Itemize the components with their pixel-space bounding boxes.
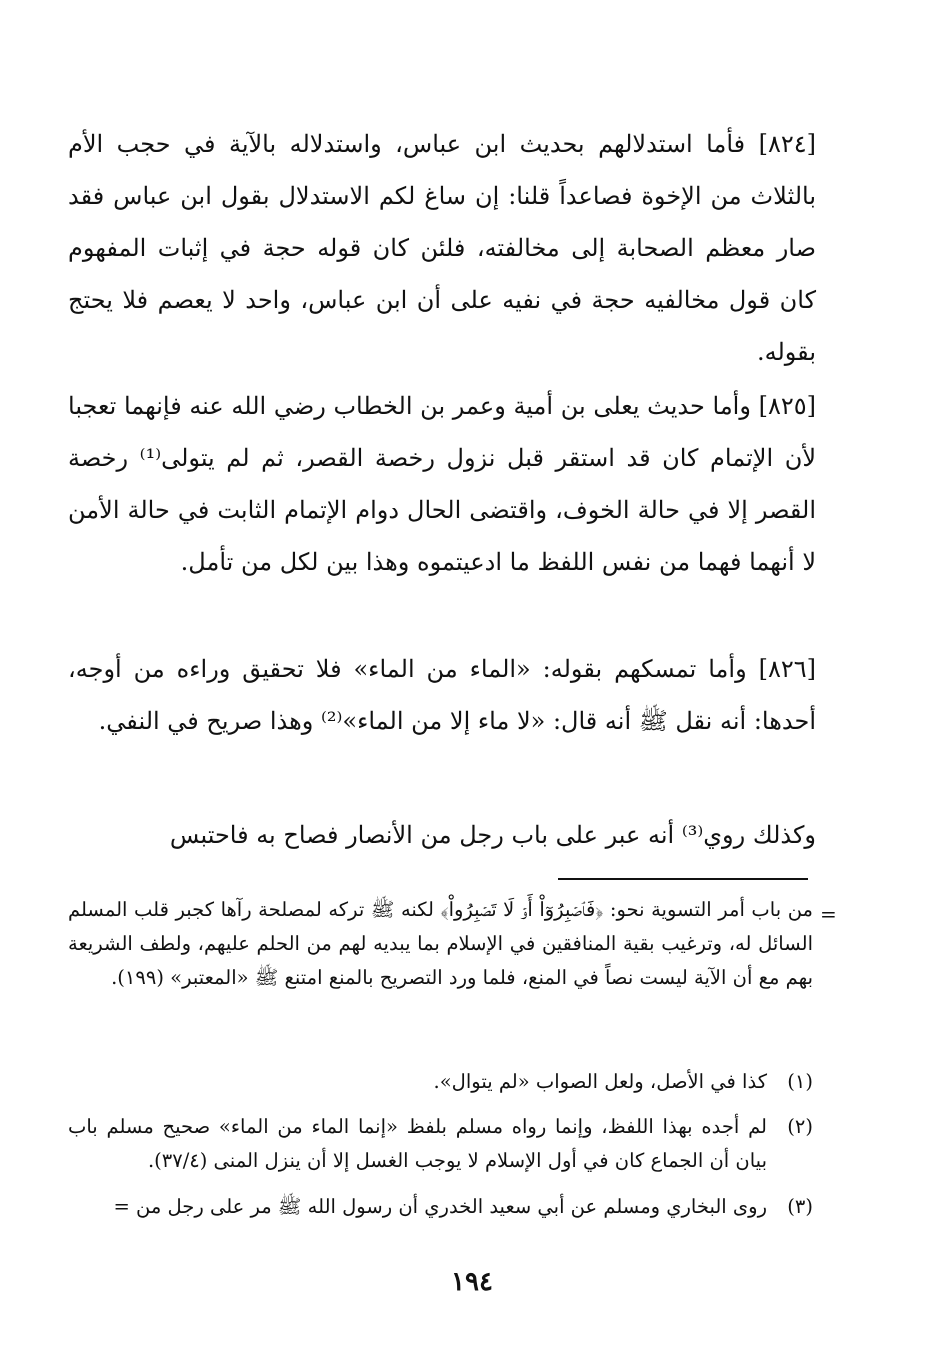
footnote-text: كذا في الأصل، ولعل الصواب «لم يتوال». <box>433 1070 767 1093</box>
footnote-3 <box>68 1190 813 1224</box>
paragraph-continuation: وكذلك روي⁽³⁾ أنه عبر على باب رجل من الأنصار فصاح به فاحتبس <box>169 821 816 849</box>
paragraph-826: [٨٢٦] وأما تمسكهم بقوله: «الماء من الماء» فلا تحقيق وراءه من أوجه، أحدها: أنه نقل ﷺ أنه قال: «لا ماء إلا من الماء»⁽²⁾ وهذا صريح في النفي. <box>68 655 816 735</box>
footnote-2 <box>68 1110 813 1178</box>
footnote-number: (٣) <box>787 1195 813 1218</box>
footnote-separator <box>558 878 808 880</box>
page-number: ١٩٤ <box>451 1267 493 1297</box>
footnote-text: روى البخاري ومسلم عن أبي سعيد الخدري أن رسول الله ﷺ مر على رجل من = <box>113 1195 767 1218</box>
footnote-continuation-mark: = <box>820 902 837 926</box>
footnote-1 <box>68 1065 813 1099</box>
footnote-text: لم أجده بهذا اللفظ، وإنما رواه مسلم بلفظ «إنما الماء من الماء» صحيح مسلم باب بيان أن الجماع كان في أول الإسلام لا يوجب الغسل إلا أن ينزل المنى (٣٧/٤). <box>68 1115 767 1172</box>
footnote-number: (٢) <box>787 1115 813 1138</box>
paragraph-824: [٨٢٤] فأما استدلالهم بحديث ابن عباس، واستدلاله بالآية في حجب الأم بالثلاث من الإخوة فصاعداً قلنا: إن ساغ لكم الاستدلال بقول ابن عباس فقد صار معظم الصحابة إلى مخالفته، فلئن كان قوله حجة في إثبات المفهوم كان قول مخالفيه حجة في نفيه على أن ابن عباس، واحد لا يعصم فلا يحتج بقوله. <box>68 130 816 366</box>
paragraph-825: [٨٢٥] وأما حديث يعلى بن أمية وعمر بن الخطاب رضي الله عنه فإنهما تعجبا لأن الإتمام كان قد استقر قبل نزول رخصة القصر، ثم لم يتولى⁽¹⁾ رخصة القصر إلا في حالة الخوف، واقتضى الحال دوام الإتمام الثابت في حالة الأمن لا أنهما فهما من نفس اللفظ ما ادعيتموه وهذا بين لكل من تأمل. <box>68 392 816 576</box>
footnote-number: (١) <box>787 1070 813 1093</box>
footnote-continued-text: من باب أمر التسوية نحو: ﴿فَٱصۡبِرُوٓاْ أَوۡ لَا تَصۡبِرُواْ﴾ لكنه ﷺ تركه لمصلحة رآها كجبر قلب المسلم السائل له، وترغيب بقية المنافقين في الإسلام بما يبديه لهم من الحلم عليهم، ولطف الشريعة بهم مع أن الآية ليست نصاً في المنع، فلما ورد التصريح بالمنع امتنع ﷺ «المعتبر» (١٩٩). <box>68 898 813 989</box>
